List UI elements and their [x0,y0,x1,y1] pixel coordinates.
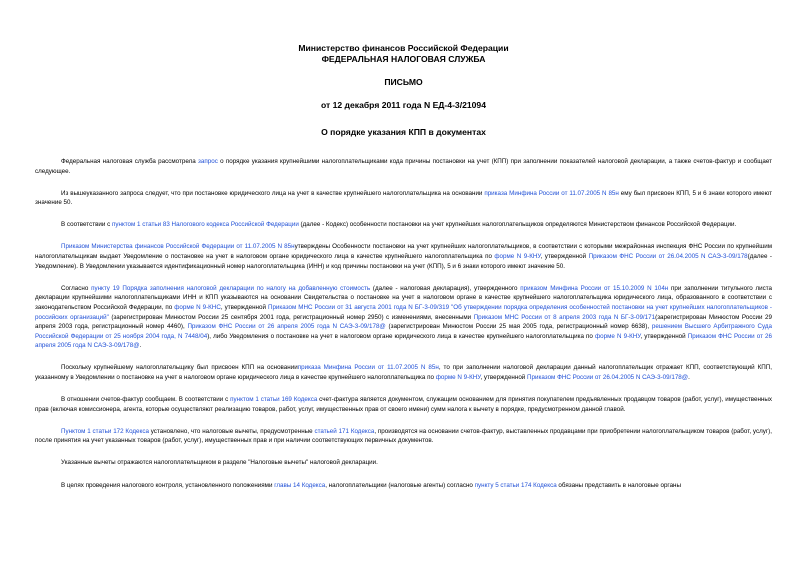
document-link[interactable]: пунктом 1 статьи 169 Кодекса [230,396,318,404]
paragraph-text: счет-фактура является документом, служащим основанием для принятия покупателем предъявленных продавцом товаров (работ, услуг), имущественных прав (включая комиссионера, агента, которые осуществляют реализацию товаров, работ, услуг, имущественных прав от своего имени) сумм налога к вычету в порядке, предусмотренном данной главой. [35,396,772,413]
paragraph [35,220,772,230]
document-link[interactable]: Приказом МНС России от 31 августа 2001 года N БГ-3-09/319 "Об утверждении порядка определения особенностей постановки на учет крупнейших налогоплательщиков - российских организаций" [35,303,772,321]
document-link[interactable]: статьей 171 Кодекса [314,427,375,435]
document-link[interactable]: главы 14 Кодекса [274,481,326,489]
document-link[interactable]: Приказом ФНС России от 26.04.2005 N САЭ-3-09/178@ [527,374,689,381]
paragraph [35,458,772,468]
paragraph-text: о порядке указания крупнейшими налогоплательщиками кода причины постановки на учет (КПП) при заполнении показателей налоговой декларации, а также счетов-фактур и сообщает следующее. [35,158,773,175]
document-date-number: от 12 декабря 2011 года N ЕД-4-3/21094 [320,100,486,110]
document-link[interactable]: Приказом ФНС России от 26.04.2005 N САЭ-3-09/178 [588,253,748,261]
paragraph-text: Согласно [61,284,92,292]
paragraph [35,395,772,414]
document-link[interactable]: пункту 19 Порядка заполнения налоговой декларации по налогу на добавленную стоимость [91,284,371,292]
paragraph-text: утверждены Особенности постановки на учет крупнейших налогоплательщиков, в соответствии с которыми межрайонная инспекция ФНС России по крупнейшим налогоплательщикам выдает Уведомление о постановке на учет в налоговом органе юридического лица в качестве крупнейшего налогоплательщика по [35,243,772,261]
paragraph [35,157,772,176]
paragraph-text: , утвержденной [640,332,688,340]
document-link[interactable]: Пунктом 1 статьи 172 Кодекса [61,427,149,435]
paragraph-text: (зарегистрирован Минюстом России 25 мая 2005 года, регистрационный номер 6638), [385,323,652,331]
paragraph [35,284,772,351]
paragraph [35,427,772,446]
document-link[interactable]: приказа Минфина России от 11.07.2005 N 85н [297,364,439,372]
paragraph-text: . [688,374,690,381]
paragraph-text: установлено, что налоговые вычеты, предусмотренные [148,427,315,435]
document-link[interactable]: Приказом МНС России от 8 апреля 2003 года N БГ-3-09/171 [473,313,656,321]
paragraph-text: Указанные вычеты отражаются налогоплательщиком в разделе "Налоговые вычеты" налоговой декларации. [61,459,378,467]
paragraph-text: В отношении счетов-фактур сообщаем. В соответствии с [61,396,231,404]
paragraph-text: В соответствии с [61,221,112,229]
paragraph-text: , утвержденной [480,374,528,381]
paragraph-text: , утвержденной [540,253,589,261]
paragraph [35,189,772,208]
paragraph-text: Федеральная налоговая служба рассмотрела [61,158,199,165]
paragraph-text: ), либо Уведомления о постановке на учет в налоговом органе юридического лица в качестве крупнейшего налогоплательщика по [207,332,596,340]
paragraph [35,363,772,382]
paragraph [35,481,772,491]
document-link[interactable]: пунктом 1 статьи 83 Налогового кодекса Российской Федерации [111,221,299,229]
document-body [35,157,772,490]
paragraph-text: (далее - Кодекс) особенности постановки на учет крупнейших налогоплательщиков определяются Министерством финансов Российской Федерации. [298,221,737,229]
document-subject: О порядке указания КПП в документах [321,127,486,137]
paragraph [35,242,772,271]
paragraph-text: (далее - Уведомление). В Уведомлении указывается идентификационный номер налогоплательщика (ИНН) и код причины постановки на учет (КПП), 5 и 6 знаки которого имеют значение 50. [35,253,772,270]
document-type: ПИСЬМО [384,77,423,87]
paragraph-text: обязаны представить в налоговые органы [556,481,681,489]
document-link[interactable]: форме N 9-КНУ [494,253,541,261]
service-name: ФЕДЕРАЛЬНАЯ НАЛОГОВАЯ СЛУЖБА [321,54,486,64]
document-link[interactable]: форме N 9-КНУ [435,374,481,381]
paragraph-text: , налогоплательщики (налоговые агенты) согласно [325,481,475,489]
document-header [35,43,772,138]
document-link[interactable]: решением Высшего Арбитражного Суда Российской Федерации от 25 ноября 2004 года, N 7448/04 [35,323,773,340]
paragraph-text: при заполнении титульного листа декларации крупнейшими налогоплательщиками ИНН и КПП указываются на основании Свидетельства о постановке на учет в налоговом органе в качестве крупнейшего налогоплательщика юридического лица, образованного в соответствии с законодательством Российской Федерации, по [35,284,773,311]
paragraph-text: (далее - налоговая декларация), утвержденного [370,284,521,292]
document-link[interactable]: Приказом Министерства финансов Российской Федерации от 11.07.2005 N 85н [61,243,295,251]
document-link[interactable]: приказом Минфина России от 15.10.2009 N 104н [520,284,669,292]
document-link[interactable]: приказа Минфина России от 11.07.2005 N 85н [484,189,619,197]
paragraph-text: , производятся на основании счетов-фактур, выставленных продавцами при приобретении налогоплательщиком товаров (работ, услуг), после принятия на учет указанных товаров (работ, услуг), имущественных прав и при наличии соответствующих первичных документов. [35,427,772,445]
ministry-name: Министерство финансов Российской Федерации [298,43,509,53]
paragraph-text: ему был присвоен КПП, 5 и 6 знаки которого имеют значение 50. [35,189,772,207]
paragraph-text: (зарегистрирован Минюстом России 29 апреля 2003 года, регистрационный номер 4460), [35,313,772,331]
document-link[interactable]: запрос [198,158,218,165]
document-link[interactable]: форме N 9-КНУ [595,332,641,340]
paragraph-text: . [139,342,142,350]
document-link[interactable]: Приказом ФНС России от 26 апреля 2005 года N САЭ-3-09/178@ [187,323,386,331]
paragraph-text: , то при заполнении налоговой декларации данный налогоплательщик отражает КПП, соответствующий КПП, указанному в Уведомлении о постановке на учет в налоговом органе юридического лица в качестве крупнейшего налогоплательщика по [35,364,772,381]
paragraph-text: В целях проведения налогового контроля, установленного положениями [61,481,275,489]
paragraph-text: Поскольку крупнейшему налогоплательщику был присвоен КПП на основании [61,364,298,372]
document-link[interactable]: форме N 9-КНС [174,303,221,311]
document-link[interactable]: Приказом ФНС России от 26 апреля 2005 года N САЭ-3-09/178@ [35,332,772,350]
paragraph-text: (зарегистрирован Минюстом России 25 сентября 2001 года, регистрационный номер 2950) с изменениями, внесенными [108,313,474,321]
document-link[interactable]: пункту 5 статьи 174 Кодекса [474,481,557,489]
paragraph-text: , утвержденной [220,303,268,311]
paragraph-text: Из вышеуказанного запроса следует, что при постановке юридического лица на учет в качестве крупнейшего налогоплательщика на основании [61,189,485,197]
